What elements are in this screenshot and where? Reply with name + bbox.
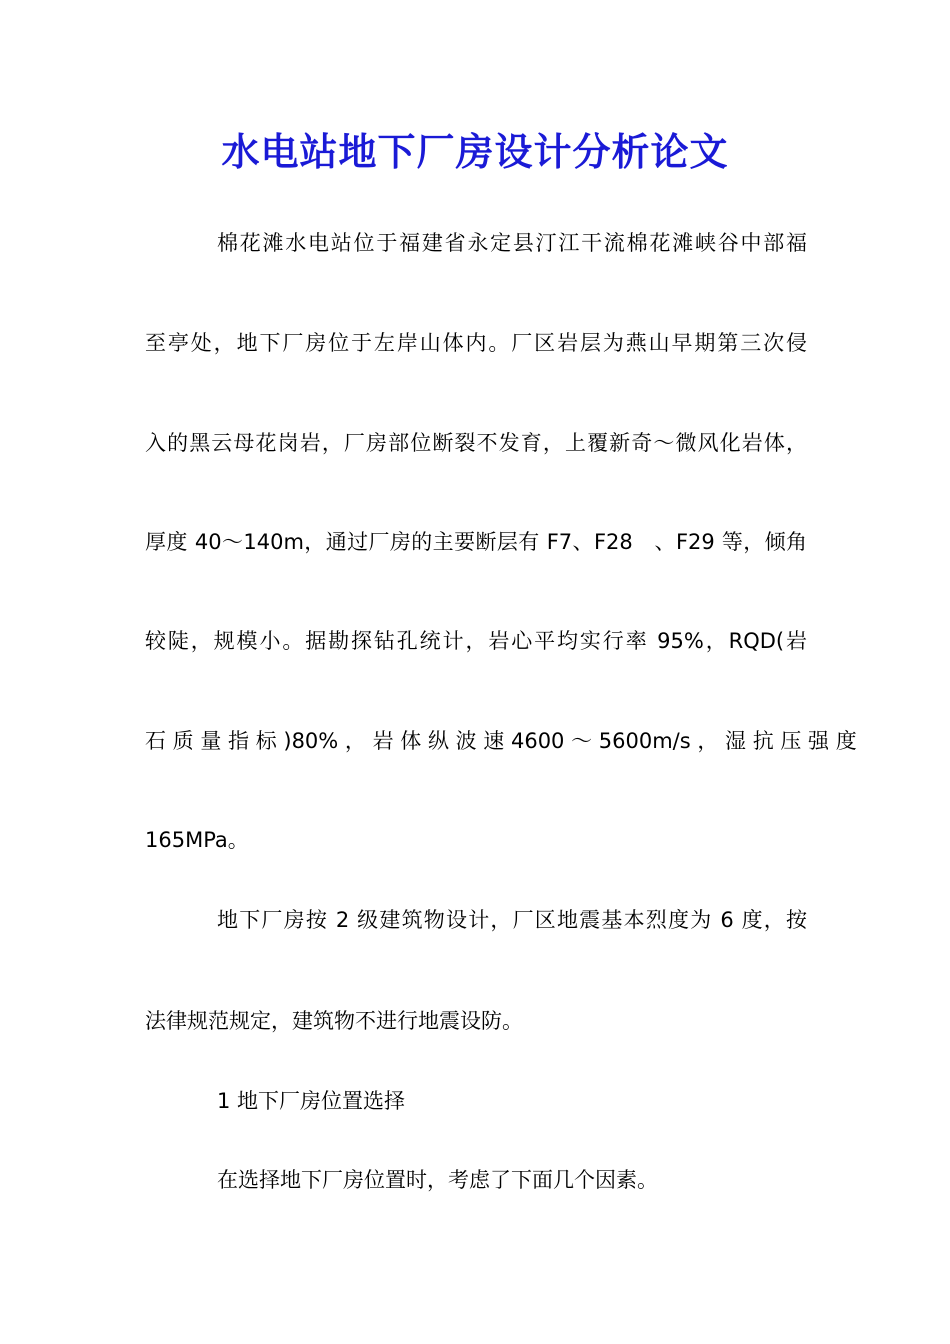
- paragraph-line: 较陡，规模小。据勘探钻孔统计，岩心平均实行率 95%，RQD(岩: [145, 629, 807, 653]
- paragraph-line: 厚度 40～140m，通过厂房的主要断层有 F7、F28 、F29 等，倾角: [145, 530, 807, 554]
- paragraph-line: 165MPa。: [145, 828, 249, 852]
- paragraph-line: 至亭处，地下厂房位于左岸山体内。厂区岩层为燕山早期第三次侵: [145, 331, 807, 355]
- paragraph-line: 入的黑云母花岗岩，厂房部位断裂不发育，上覆新奇～微风化岩体，: [145, 431, 807, 455]
- paragraph-line: 棉花滩水电站位于福建省永定县汀江干流棉花滩峡谷中部福: [217, 231, 807, 255]
- paragraph-line: 法律规范规定，建筑物不进行地震设防。: [145, 1009, 523, 1033]
- section-heading: 1 地下厂房位置选择: [217, 1089, 406, 1113]
- paragraph-line: 地下厂房按 2 级建筑物设计，厂区地震基本烈度为 6 度，按: [217, 908, 807, 932]
- paragraph-line: 石 质 量 指 标 )80% ， 岩 体 纵 波 速 4600 ～ 5600m/s ， 湿 抗 压 强 度: [145, 729, 857, 753]
- paragraph-line: 在选择地下厂房位置时，考虑了下面几个因素。: [217, 1168, 658, 1192]
- page-title: 水电站地下厂房设计分析论文: [221, 129, 729, 174]
